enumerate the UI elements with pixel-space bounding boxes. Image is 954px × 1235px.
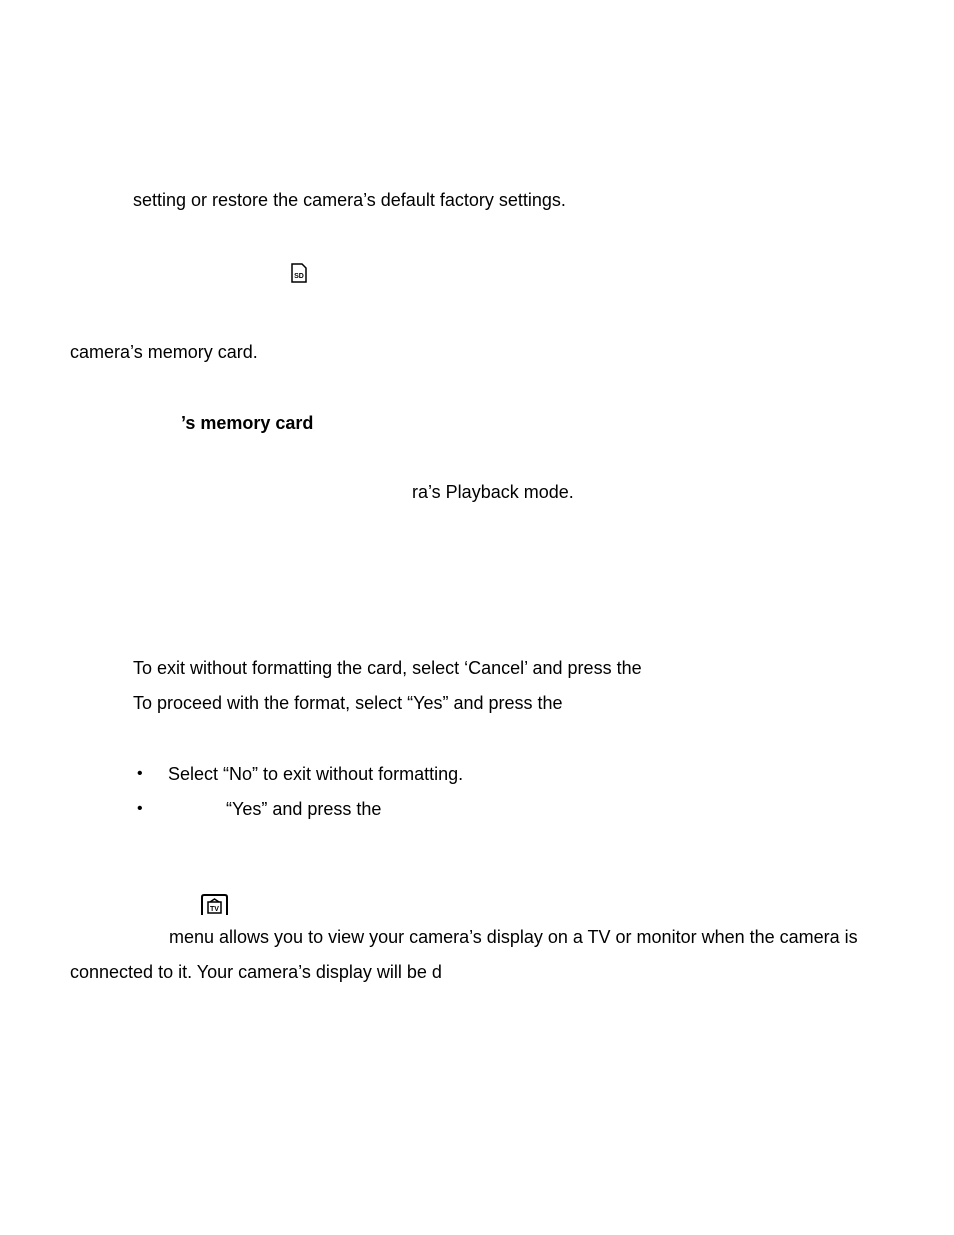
text-line-default-settings: setting or restore the camera’s default factory settings. [133, 190, 566, 210]
sd-card-icon-label: SD [294, 273, 304, 280]
text-line-tv-connected: connected to it. Your camera’s display will be d [70, 962, 442, 982]
sd-card-icon [290, 263, 308, 284]
bullet-symbol: • [137, 765, 143, 782]
text-line-exit-without-format: To exit without formatting the card, select ‘Cancel’ and press the [133, 658, 642, 678]
bullet-item-yes: “Yes” and press the [226, 799, 382, 819]
tv-out-icon-label: TV [210, 906, 219, 913]
text-line-proceed-format: To proceed with the format, select “Yes” and press the [133, 693, 563, 713]
bullet-symbol: • [137, 800, 143, 817]
text-line-tv-menu: menu allows you to view your camera’s display on a TV or monitor when the camera is [169, 927, 858, 947]
bullet-item-no: Select “No” to exit without formatting. [168, 764, 464, 784]
section-heading-memory-card: ’s memory card [181, 413, 314, 433]
text-line-memory-card: camera’s memory card. [70, 342, 258, 362]
tv-out-icon [199, 893, 230, 917]
text-line-playback-mode: ra’s Playback mode. [412, 482, 574, 502]
